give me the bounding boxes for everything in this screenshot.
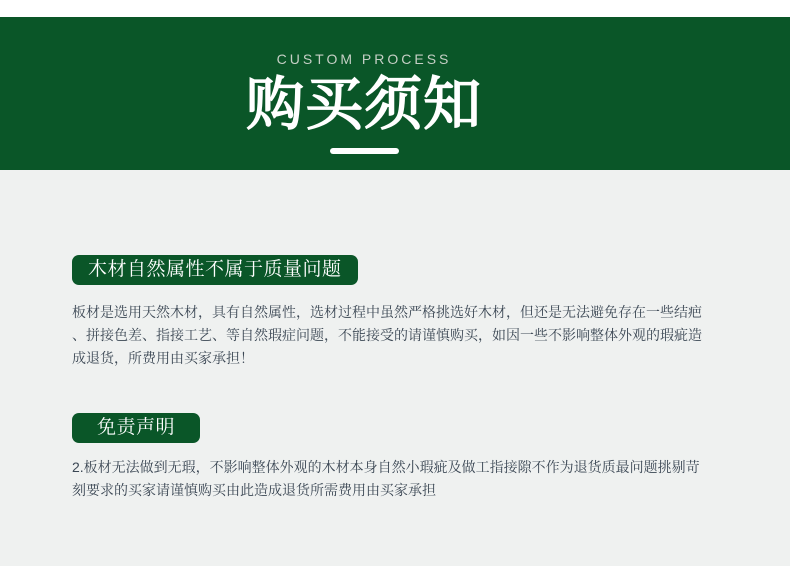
section-disclaimer bbox=[72, 370, 790, 502]
banner-inner bbox=[0, 17, 790, 154]
section-quality-notice bbox=[72, 170, 790, 370]
page-title: 购买须知 bbox=[245, 72, 482, 137]
content-area bbox=[0, 170, 790, 566]
disclaimer-badge: 免责声明 bbox=[72, 413, 200, 443]
quality-notice-badge: 木材自然属性不属于质量问题 bbox=[72, 255, 358, 285]
bottom-white-strip bbox=[0, 566, 790, 575]
banner bbox=[0, 17, 790, 170]
banner-eyebrow: CUSTOM PROCESS bbox=[276, 51, 452, 67]
title-underline-bar bbox=[330, 148, 399, 154]
top-white-strip bbox=[0, 0, 790, 17]
quality-notice-body: 板材是选用天然木材，具有自然属性，选材过程中虽然严格挑选好木材，但还是无法避免存在一些结疤、拼接色差、指接工艺、等自然瑕症问题，不能接受的请谨慎购买，如因一些不影响整体外观的瑕疵造成退货，所费用由买家承担！ bbox=[72, 304, 702, 366]
disclaimer-body: 2.板材无法做到无瑕，不影响整体外观的木材本身自然小瑕疵及做工指接隙不作为退货质最问题挑剔苛刻要求的买家请谨慎购买由此造成退货所需费用由买家承担 bbox=[72, 459, 700, 498]
